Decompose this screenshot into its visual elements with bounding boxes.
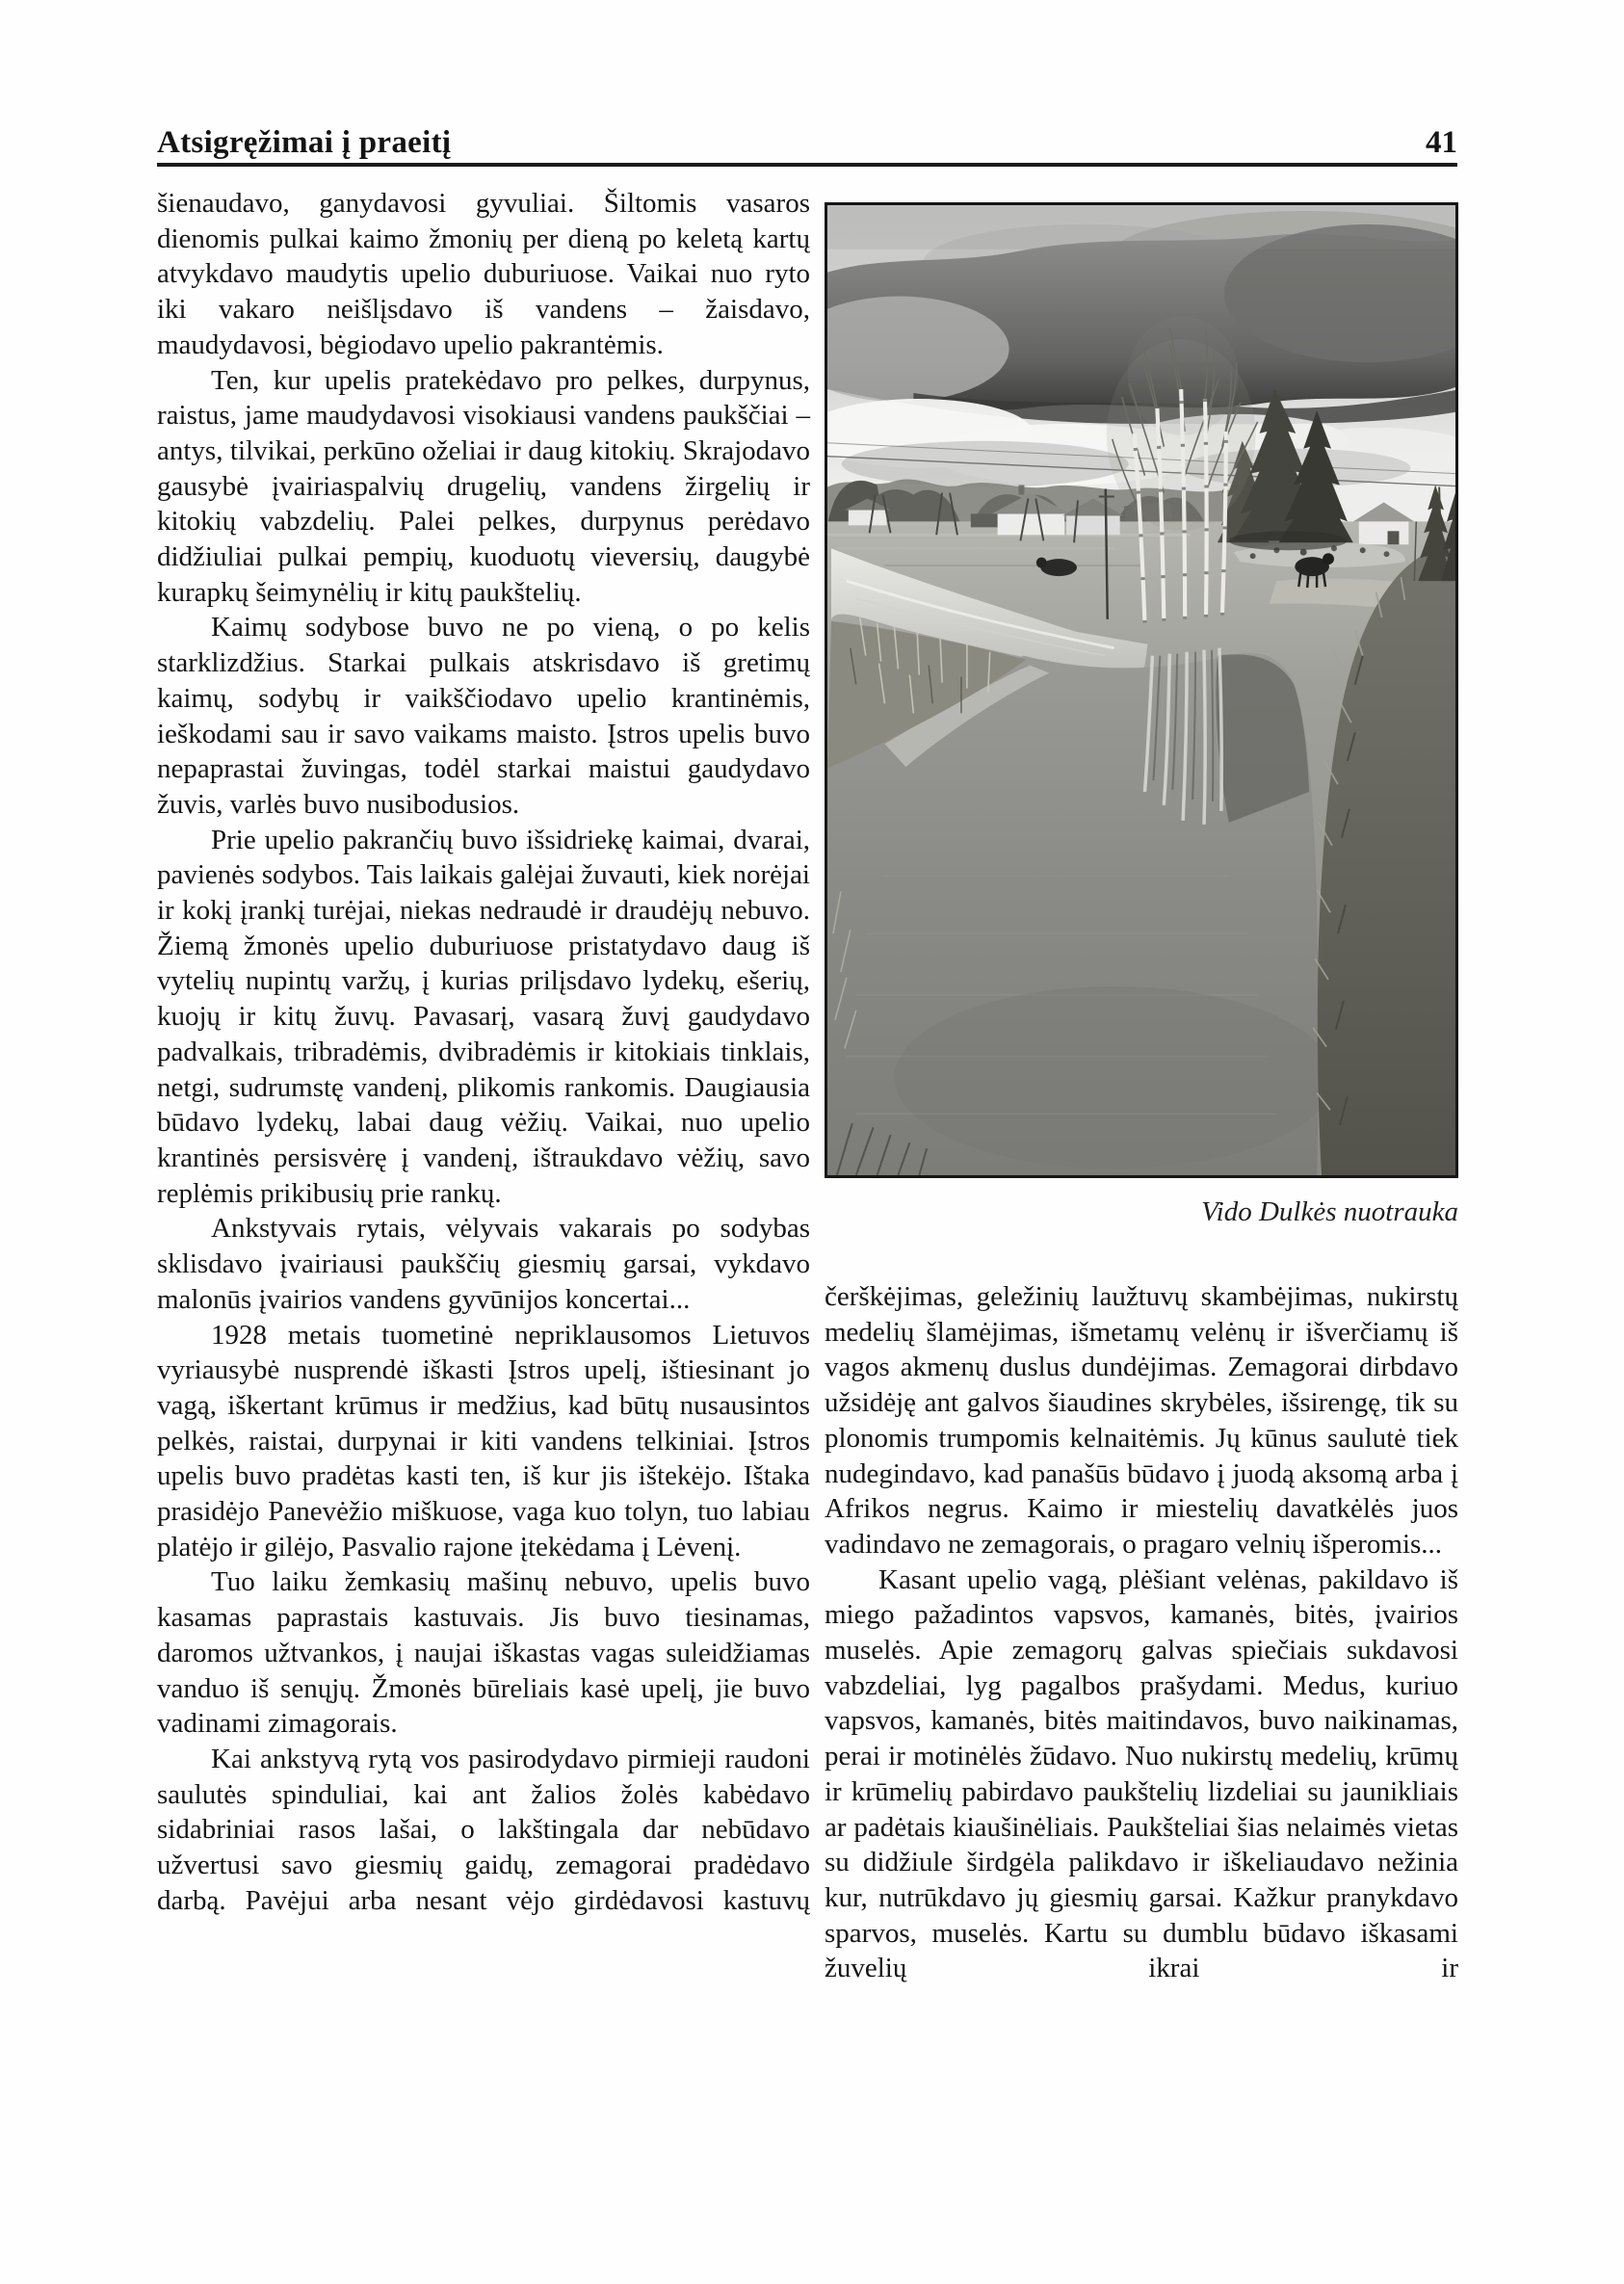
paragraph: čerškėjimas, geležinių laužtuvų skambėjimas, nukirstų medelių šlamėjimas, išmetamų velėnų ir išverčiamų iš vagos akmenų duslus dundėjimas. Zemagorai dirbdavo užsidėję ant galvos šiaudines skrybėles, išsirengę, tik su plonomis trumpomis kelnaitėmis. Jų kūnus saulutė tiek nudegindavo, kad panašūs būdavo į juodą aksomą arba į Afrikos negrus. Kaimo ir miestelių davatkėlės juos vadindavo ne zemagorais, o pragaro velnių išperomis... [825, 1281, 1458, 1560]
paragraph: Kai ankstyvą rytą vos pasirodydavo pirmieji raudoni saulutės spinduliai, kai ant žalios žolės kabėdavo sidabriniai rasos lašai, o lakštingala dar nebūdavo užvertusi savo giesmių gaidų, zemagorai pradėdavo darbą. Pavėjui arba nesant vėjo girdėdavosi kastuvų [157, 1743, 810, 1916]
conifer-shadow [1229, 531, 1348, 550]
paragraph: Tuo laiku žemkasių mašinų nebuvo, upelis buvo kasamas paprastais kastuvais. Jis buvo tiesinamas, daromos užtvankos, į naujai iškastas vagas suleidžiamas vanduo iš senųjų. Žmonės būreliais kasė upelį, jie buvo vadinami zimagorais. [157, 1566, 810, 1740]
photo-vignette [827, 205, 1455, 249]
paragraph: Ankstyvais rytais, vėlyvais vakarais po sodybas sklisdavo įvairiausi paukščių giesmių garsai, vykdavo malonūs įvairios vandens gyvūnijos koncertai... [157, 1213, 810, 1315]
river-photo [825, 202, 1458, 1178]
house-wall [849, 510, 887, 525]
house-wall [998, 513, 1064, 535]
paragraph: 1928 metais tuometinė nepriklausomos Lietuvos vyriausybė nusprendė iškasti Įstros upelį, ištiesinant jo vagą, iškertant krūmus ir medžius, kad būtų nusausintos pelkės, raistai, durpynai ir kiti vandens telkiniai. Įstros upelis buvo pradėtas kasti ten, iš kur jis ištekėjo. Ištaka prasidėjo Panevėžio miškuose, vaga kuo tolyn, tuo labiau platėjo ir gilėjo, Pasvalio rajone įtekėdama į Lėvenį. [157, 1319, 810, 1562]
house-door [1388, 531, 1400, 544]
page-number: 41 [1426, 125, 1457, 160]
dark-water-patch [894, 986, 1333, 1168]
house-wall [1359, 521, 1409, 544]
left-column [157, 186, 810, 1918]
chimney [1018, 486, 1024, 495]
paragraph: Kaimų sodybose buvo ne po vieną, o po kelis starklizdžius. Starkai pulkais atskrisdavo iš gretimų kaimų, sodybų ir vaikščiodavo upelio krantinėmis, ieškodami sau ir savo vaikams maisto. Įstros upelis buvo nepaprastai žuvingas, todėl starkai maistui gaudydavo žuvis, varlės buvo nusibodusios. [157, 612, 810, 820]
paragraph: Kasant upelio vagą, plėšiant velėnas, pakildavo iš miego pažadintos vapsvos, kamanės, bitės, įvairios muselės. Apie zemagorų galvas spiečiais sukdavosi vabzdeliai, lyg pagalbos prašydami. Medus, kuriuo vapsvos, kamanės, bitės maitindavos, buvo naikinamas, perai ir motinėlės žūdavo. Nuo nukirstų medelių, krūmų ir krūmelių pabirdavo paukštelių lizdeliai su jaunikliais ar padėtais kiaušinėliais. Paukšteliai šias nelaimės vietas su didžiule širdgėla palikdavo ir iškeliaudavo nežinia kur, nutrūkdavo jų giesmių garsai. Kažkur pranykdavo sparvos, muselės. Kartu su dumblu būdavo iškasami žuvelių ikrai ir [825, 1563, 1458, 1984]
paragraph: šienaudavo, ganydavosi gyvuliai. Šiltomis vasaros dienomis pulkai kaimo žmonių per dieną po keletą kartų atvykdavo maudytis upelio duburiuose. Vaikai nuo ryto iki vakaro neišlįsdavo iš vandens – žaisdavo, maudydavosi, bėgiodavo upelio pakrantėmis. [157, 188, 810, 360]
right-column [825, 1279, 1458, 1986]
running-header: Atsigręžimai į praeitį [157, 125, 452, 160]
photo-caption: Vido Dulkės nuotrauka [1201, 1196, 1458, 1227]
header-rule [157, 163, 1457, 167]
paragraph: Ten, kur upelis pratekėdavo pro pelkes, durpynus, raistus, jame maudydavosi visokiausi vandens paukščiai – antys, tilvikai, perkūno oželiai ir daug kitokių. Skrajodavo gausybė įvairiaspalvių drugelių, vandens žirgelių ir kitokių vabzdelių. Palei pelkes, durpynus perėdavo didžiuliai pulkai pempių, kuoduotų vieversių, daugybė kurapkų šeimynėlių ir kitų paukštelių. [157, 364, 810, 608]
paragraph: Prie upelio pakrančių buvo išsidriekę kaimai, dvarai, pavienės sodybos. Tais laikais galėjai žuvauti, kiek norėjai ir kokį įrankį turėjai, niekas nedraudė ir draudėjų nebuvo. Žiemą žmonės upelio duburiuose pristatydavo daug iš vytelių nupintų varžų, į kurias prilįsdavo lydekų, ešerių, kuojų ir kitų žuvų. Pavasarį, vasarą žuvį gaudydavo padvalkais, tribradėmis, dvibradėmis ir kitokiais tinklais, netgi, sudrumstę vandenį, plikomis rankomis. Daugiausia būdavo lydekų, labai daug vėžių. Vaikai, nuo upelio krantinės persisvėrę į vandenį, ištraukdavo vėžių, savo replėmis prikibusių prie rankų. [157, 824, 810, 1209]
